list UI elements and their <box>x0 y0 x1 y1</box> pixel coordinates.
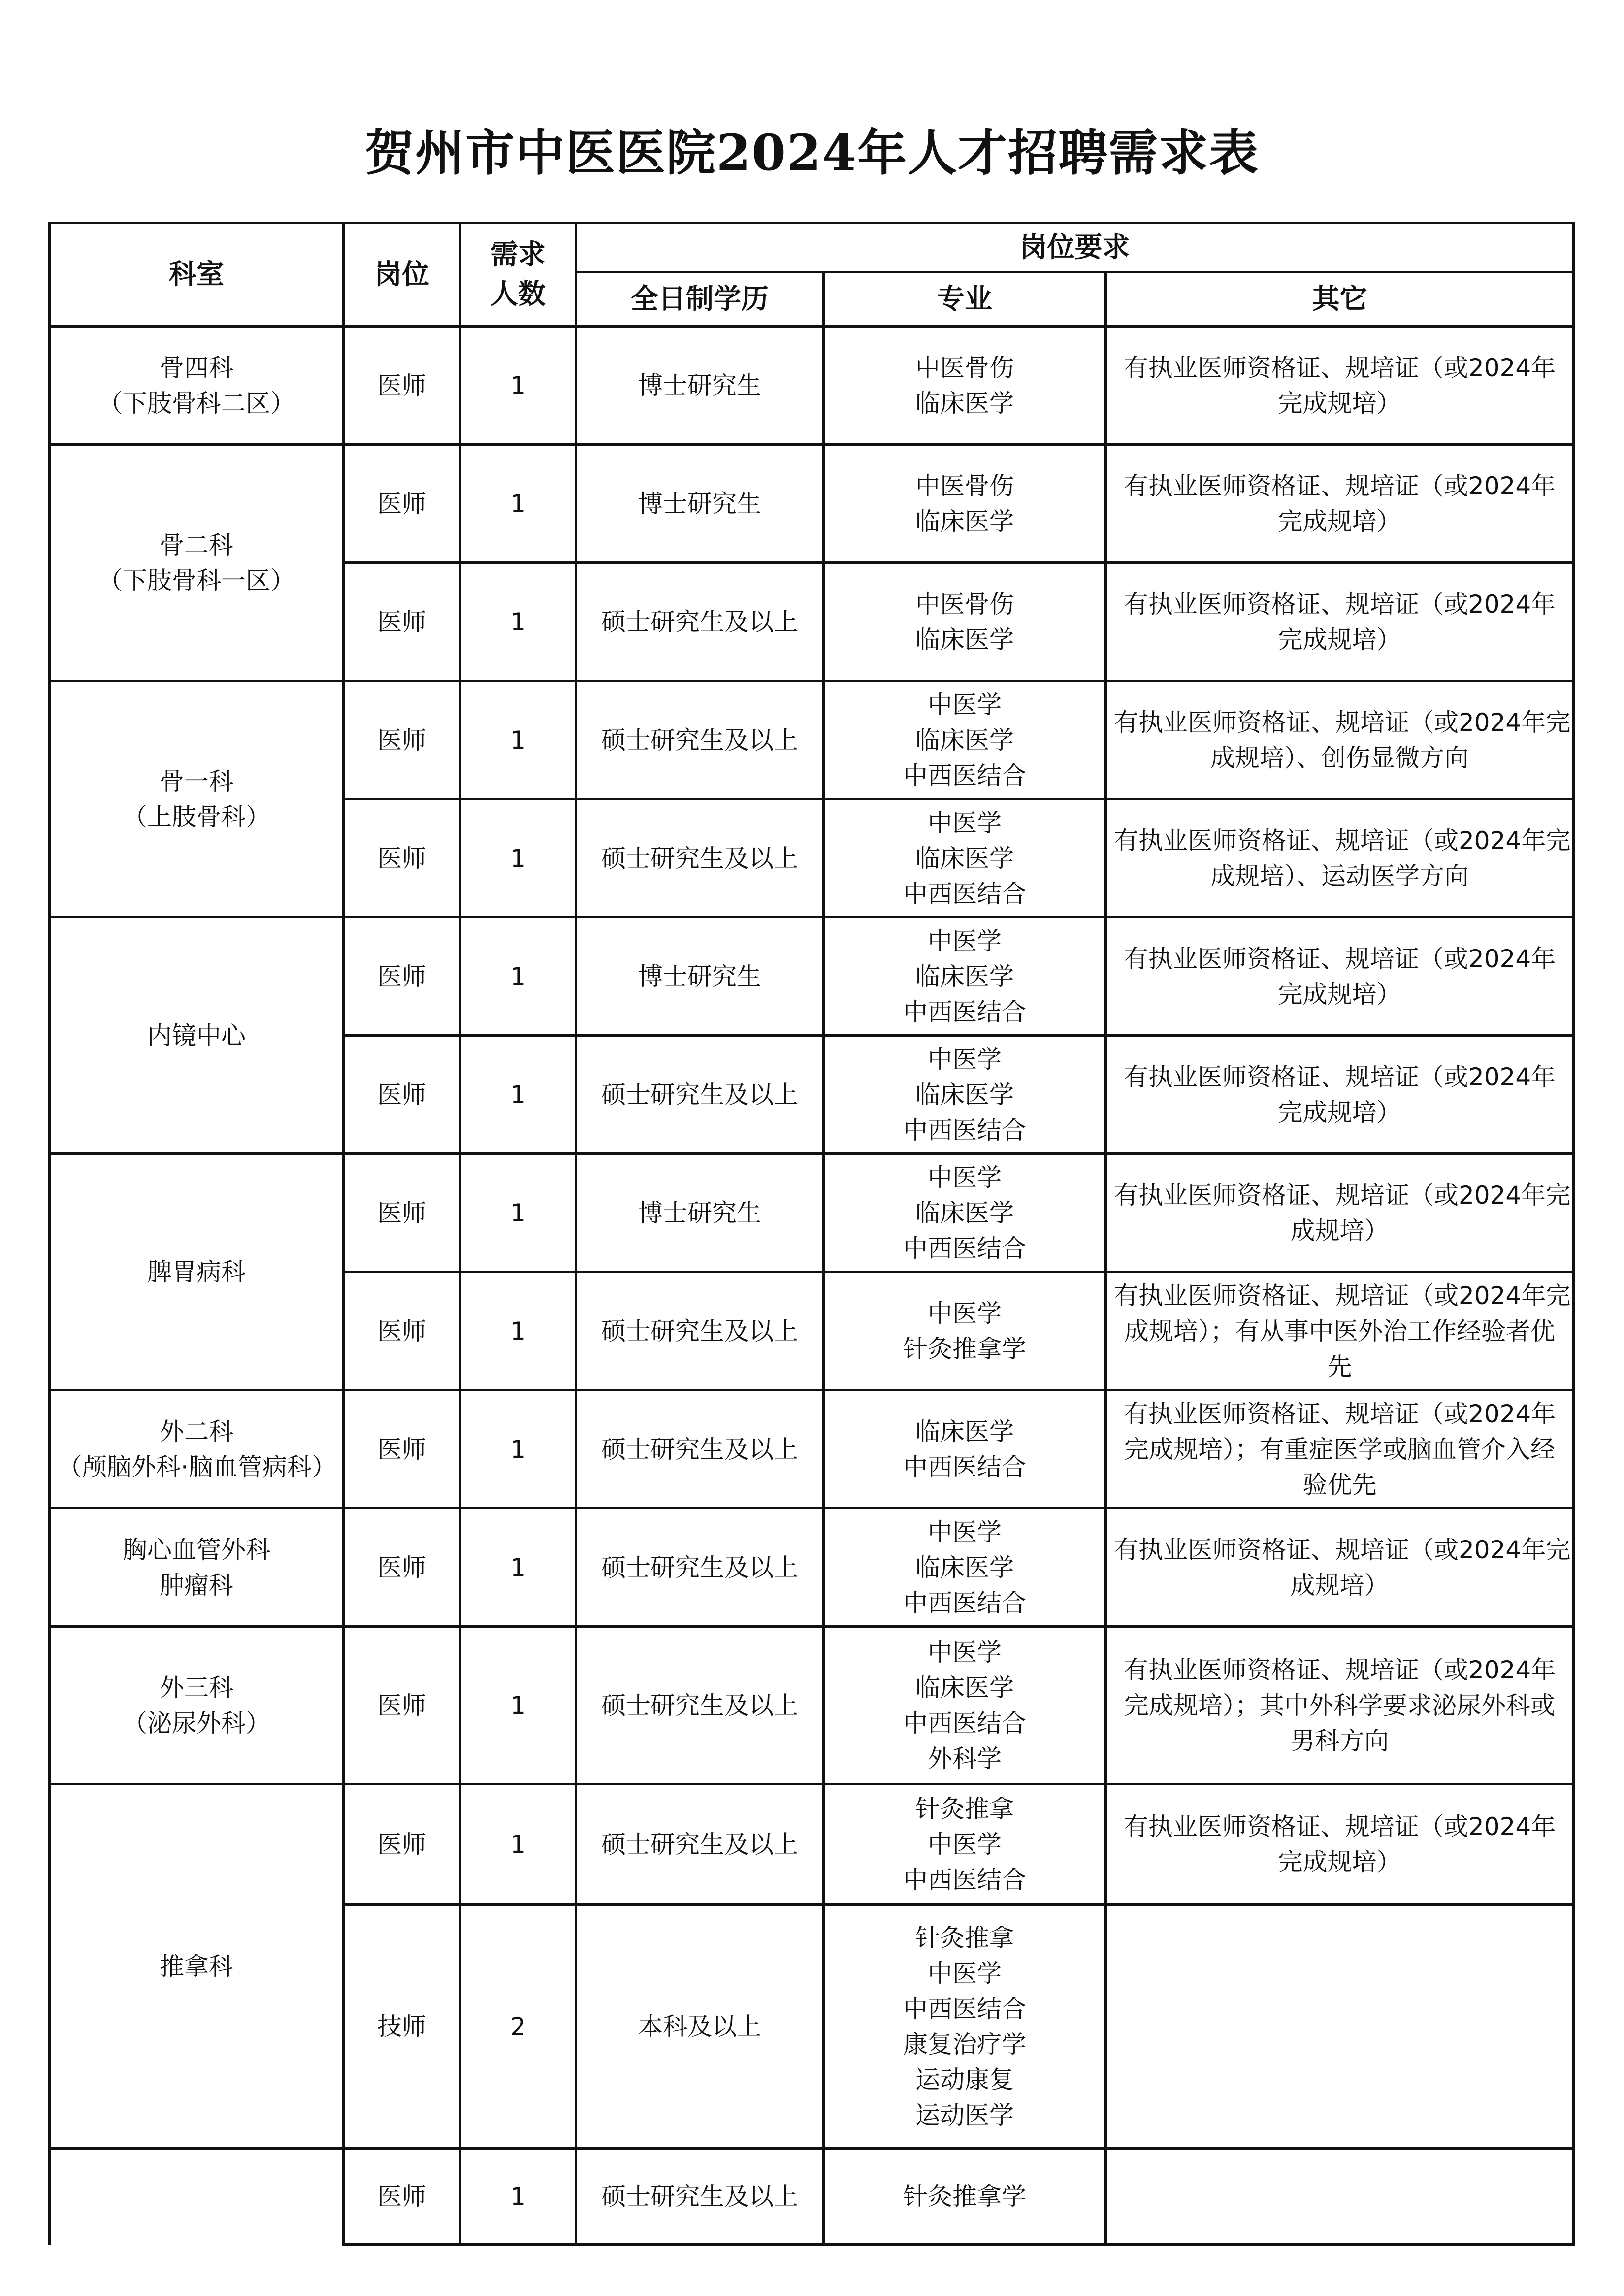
dept-name-line: （下肢骨科二区） <box>98 389 295 418</box>
other-cell <box>1106 1784 1574 1905</box>
major-line: 临床医学 <box>915 507 1014 536</box>
position-cell: 医师 <box>344 1272 460 1390</box>
other-cell <box>1106 799 1574 918</box>
count-cell: 1 <box>460 1627 576 1784</box>
dept-name-line: 脾胃病科 <box>147 1257 246 1286</box>
other-cell <box>1106 681 1574 799</box>
dept-cell <box>50 1154 344 1390</box>
education-cell: 博士研究生 <box>576 445 824 563</box>
other-line: 有执业医师资格证、规培证（或2024年完 <box>1114 1535 1571 1564</box>
dept-name-line: 推拿科 <box>160 1952 233 1981</box>
major-line: 中医学 <box>928 1830 1002 1859</box>
major-cell <box>824 2149 1106 2245</box>
dept-cell <box>50 445 344 681</box>
table-row <box>50 1154 1574 1272</box>
major-line: 临床医学 <box>915 625 1014 654</box>
table-row <box>50 918 1574 1036</box>
major-line: 针灸推拿 <box>915 1795 1014 1823</box>
count-cell: 1 <box>460 1390 576 1509</box>
other-cell <box>1106 563 1574 681</box>
other-line: 有执业医师资格证、规培证（或2024年 <box>1123 1655 1556 1684</box>
dept-cell <box>50 1390 344 1509</box>
other-line: 有执业医师资格证、规培证（或2024年 <box>1123 1399 1556 1428</box>
major-line: 中西医结合 <box>903 879 1026 908</box>
major-line: 中医学 <box>928 926 1002 955</box>
dept-name-line: 内镜中心 <box>147 1021 246 1050</box>
major-line: 中医学 <box>928 1045 1002 1074</box>
dept-name-line: 骨一科 <box>160 767 233 796</box>
header-count-label: 需求人数 <box>490 238 546 310</box>
major-line: 临床医学 <box>915 962 1014 991</box>
other-cell <box>1106 918 1574 1036</box>
education-cell: 博士研究生 <box>576 1154 824 1272</box>
dept-cell <box>50 918 344 1154</box>
table-row <box>50 681 1574 799</box>
other-line: 验优先 <box>1302 1470 1377 1499</box>
education-cell: 硕士研究生及以上 <box>576 799 824 918</box>
other-line: 成规培）；有从事中医外治工作经验者优 <box>1124 1316 1556 1345</box>
position-cell: 医师 <box>344 799 460 918</box>
major-cell <box>824 563 1106 681</box>
table-row <box>50 1784 1574 1905</box>
table-row <box>50 1509 1574 1627</box>
major-cell <box>824 327 1106 445</box>
education-cell: 硕士研究生及以上 <box>576 1390 824 1509</box>
other-cell <box>1106 1627 1574 1784</box>
education-cell: 硕士研究生及以上 <box>576 2149 824 2245</box>
position-cell: 医师 <box>344 563 460 681</box>
major-cell <box>824 1509 1106 1627</box>
other-line: 有执业医师资格证、规培证（或2024年 <box>1123 471 1556 500</box>
education-cell: 硕士研究生及以上 <box>576 1784 824 1905</box>
dept-name-line: 外二科 <box>160 1417 233 1446</box>
major-line: 外科学 <box>928 1744 1002 1773</box>
other-line: 完成规培） <box>1278 980 1401 1009</box>
position-cell: 医师 <box>344 2149 460 2245</box>
count-cell: 1 <box>460 1509 576 1627</box>
header-education: 全日制学历 <box>576 272 824 327</box>
other-line: 有执业医师资格证、规培证（或2024年 <box>1123 1062 1556 1091</box>
other-cell <box>1106 1390 1574 1509</box>
count-cell: 1 <box>460 1036 576 1154</box>
other-cell <box>1106 1154 1574 1272</box>
major-cell <box>824 1036 1106 1154</box>
major-line: 中西医结合 <box>903 1452 1026 1481</box>
count-cell: 1 <box>460 918 576 1036</box>
other-line: 完成规培）；有重症医学或脑血管介入经 <box>1124 1435 1556 1464</box>
dept-cell <box>50 1509 344 1627</box>
major-line: 针灸推拿学 <box>903 1334 1026 1363</box>
count-cell: 1 <box>460 327 576 445</box>
table-row <box>50 445 1574 563</box>
header-major: 专业 <box>824 272 1106 327</box>
major-line: 中西医结合 <box>903 1234 1026 1263</box>
dept-name-line: 外三科 <box>160 1673 233 1702</box>
position-cell: 医师 <box>344 918 460 1036</box>
major-cell <box>824 1390 1106 1509</box>
other-line: 成规培） <box>1290 1216 1389 1245</box>
dept-name-line: （颅脑外科·脑血管病科） <box>58 1452 336 1481</box>
major-line: 临床医学 <box>915 1417 1014 1446</box>
major-line: 中西医结合 <box>903 1115 1026 1145</box>
education-cell: 本科及以上 <box>576 1905 824 2149</box>
other-line: 完成规培） <box>1278 1848 1401 1876</box>
other-line: 有执业医师资格证、规培证（或2024年完 <box>1114 708 1571 737</box>
count-cell: 2 <box>460 1905 576 2149</box>
position-cell: 医师 <box>344 445 460 563</box>
major-line: 中医骨伤 <box>915 471 1014 500</box>
education-cell: 硕士研究生及以上 <box>576 1509 824 1627</box>
other-cell <box>1106 1905 1574 2149</box>
major-line: 中西医结合 <box>903 997 1026 1026</box>
education-cell: 硕士研究生及以上 <box>576 681 824 799</box>
major-line: 针灸推拿 <box>915 1924 1014 1952</box>
major-line: 中西医结合 <box>903 761 1026 790</box>
major-line: 中医学 <box>928 1163 1002 1192</box>
other-line: 完成规培） <box>1278 507 1401 536</box>
count-cell: 1 <box>460 799 576 918</box>
major-line: 临床医学 <box>915 1080 1014 1109</box>
major-line: 针灸推拿学 <box>903 2182 1026 2211</box>
dept-cell <box>50 327 344 445</box>
dept-name-line: （下肢骨科一区） <box>98 566 295 595</box>
count-cell: 1 <box>460 1154 576 1272</box>
major-cell <box>824 1905 1106 2149</box>
other-line: 有执业医师资格证、规培证（或2024年完 <box>1114 1281 1571 1310</box>
major-line: 临床医学 <box>915 1553 1014 1582</box>
education-cell: 硕士研究生及以上 <box>576 1036 824 1154</box>
education-cell: 博士研究生 <box>576 918 824 1036</box>
other-line: 成规培）、创伤显微方向 <box>1210 743 1469 772</box>
position-cell: 医师 <box>344 681 460 799</box>
major-line: 中医学 <box>928 1638 1002 1667</box>
document-title: 贺州市中医医院2024年人才招聘需求表 <box>364 124 1260 182</box>
other-line: 有执业医师资格证、规培证（或2024年完 <box>1114 826 1571 855</box>
dept-name-line: 骨二科 <box>160 530 233 559</box>
other-line: 成规培）、运动医学方向 <box>1210 861 1469 890</box>
count-cell: 1 <box>460 2149 576 2245</box>
dept-cell <box>50 1627 344 1784</box>
dept-cell <box>50 681 344 918</box>
major-cell <box>824 1154 1106 1272</box>
position-cell: 技师 <box>344 1905 460 2149</box>
major-line: 运动医学 <box>915 2101 1014 2130</box>
other-line: 完成规培） <box>1278 625 1401 654</box>
table-row <box>50 327 1574 445</box>
major-line: 临床医学 <box>915 725 1014 754</box>
other-cell <box>1106 1509 1574 1627</box>
other-line: 完成规培） <box>1278 1098 1401 1127</box>
count-cell: 1 <box>460 563 576 681</box>
other-cell <box>1106 1036 1574 1154</box>
dept-name-line: （上肢骨科） <box>123 802 270 831</box>
other-line: 有执业医师资格证、规培证（或2024年 <box>1123 590 1556 619</box>
major-line: 中西医结合 <box>903 1866 1026 1894</box>
major-line: 中医学 <box>928 808 1002 837</box>
major-cell <box>824 445 1106 563</box>
other-line: 成规培） <box>1290 1571 1389 1600</box>
education-cell: 硕士研究生及以上 <box>576 563 824 681</box>
table-row <box>50 2149 1574 2245</box>
position-cell: 医师 <box>344 1627 460 1784</box>
major-line: 中医学 <box>928 1517 1002 1546</box>
major-line: 中医学 <box>928 690 1002 719</box>
other-line: 男科方向 <box>1290 1726 1389 1755</box>
other-line: 先 <box>1327 1352 1352 1381</box>
education-cell: 博士研究生 <box>576 327 824 445</box>
major-cell <box>824 918 1106 1036</box>
header-count <box>460 223 576 327</box>
major-line: 中西医结合 <box>903 1995 1026 2023</box>
major-line: 临床医学 <box>915 389 1014 418</box>
header-other: 其它 <box>1106 272 1574 327</box>
table-body <box>50 327 1574 2245</box>
count-cell: 1 <box>460 681 576 799</box>
header-dept: 科室 <box>50 223 344 327</box>
major-line: 临床医学 <box>915 1198 1014 1227</box>
dept-cell <box>50 1784 344 2149</box>
major-cell <box>824 1627 1106 1784</box>
major-line: 中西医结合 <box>903 1708 1026 1738</box>
major-line: 临床医学 <box>915 1673 1014 1702</box>
header-position: 岗位 <box>344 223 460 327</box>
table-row <box>50 1627 1574 1784</box>
dept-name-line: 肿瘤科 <box>160 1571 233 1600</box>
dept-name-line: （泌尿外科） <box>123 1708 270 1738</box>
dept-name-line: 骨四科 <box>160 353 233 382</box>
other-line: 有执业医师资格证、规培证（或2024年 <box>1123 1812 1556 1841</box>
major-cell <box>824 1784 1106 1905</box>
other-cell <box>1106 327 1574 445</box>
position-cell: 医师 <box>344 1509 460 1627</box>
position-cell: 医师 <box>344 327 460 445</box>
position-cell: 医师 <box>344 1036 460 1154</box>
other-line: 完成规培） <box>1278 389 1401 418</box>
other-cell <box>1106 1272 1574 1390</box>
other-line: 有执业医师资格证、规培证（或2024年 <box>1123 353 1556 382</box>
major-line: 康复治疗学 <box>903 2030 1026 2059</box>
major-line: 中西医结合 <box>903 1588 1026 1617</box>
count-cell: 1 <box>460 1272 576 1390</box>
other-line: 有执业医师资格证、规培证（或2024年 <box>1123 944 1556 973</box>
major-line: 中医学 <box>928 1299 1002 1328</box>
table-row <box>50 1390 1574 1509</box>
dept-cell <box>50 2149 344 2245</box>
major-line: 中医骨伤 <box>915 353 1014 382</box>
count-cell: 1 <box>460 445 576 563</box>
count-cell: 1 <box>460 1784 576 1905</box>
education-cell: 硕士研究生及以上 <box>576 1627 824 1784</box>
other-cell <box>1106 2149 1574 2245</box>
recruitment-table-container <box>48 222 1572 2246</box>
header-requirements: 岗位要求 <box>576 223 1574 272</box>
position-cell: 医师 <box>344 1390 460 1509</box>
position-cell: 医师 <box>344 1784 460 1905</box>
major-line: 运动康复 <box>915 2066 1014 2094</box>
other-line: 有执业医师资格证、规培证（或2024年完 <box>1114 1181 1571 1210</box>
position-cell: 医师 <box>344 1154 460 1272</box>
other-cell <box>1106 445 1574 563</box>
other-line: 完成规培）；其中外科学要求泌尿外科或 <box>1124 1691 1556 1720</box>
dept-name-line: 胸心血管外科 <box>123 1535 270 1564</box>
major-line: 中医学 <box>928 1959 1002 1988</box>
major-cell <box>824 799 1106 918</box>
major-line: 中医骨伤 <box>915 590 1014 619</box>
major-line: 临床医学 <box>915 844 1014 873</box>
recruitment-table <box>48 222 1575 2246</box>
major-cell <box>824 1272 1106 1390</box>
education-cell: 硕士研究生及以上 <box>576 1272 824 1390</box>
major-cell <box>824 681 1106 799</box>
